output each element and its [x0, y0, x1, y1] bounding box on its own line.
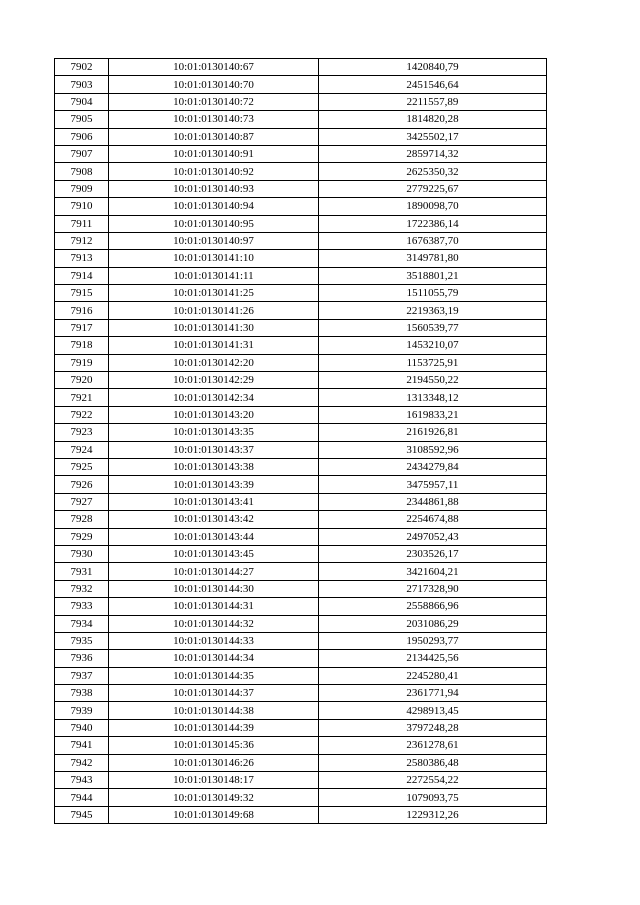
cadastral-number-cell: 10:01:0130149:32	[109, 789, 319, 806]
cadastral-number-cell: 10:01:0130143:41	[109, 493, 319, 510]
table-row	[55, 737, 547, 754]
row-number-cell: 7932	[55, 580, 109, 597]
table-row	[55, 372, 547, 389]
table-row	[55, 76, 547, 93]
cadastral-number-cell: 10:01:0130141:26	[109, 302, 319, 319]
cadastral-value-cell: 1722386,14	[319, 215, 547, 232]
cadastral-number-cell: 10:01:0130143:39	[109, 476, 319, 493]
row-number-cell: 7921	[55, 389, 109, 406]
row-number-cell: 7917	[55, 319, 109, 336]
table-row	[55, 337, 547, 354]
cadastral-value-cell: 2625350,32	[319, 163, 547, 180]
cadastral-number-cell: 10:01:0130140:97	[109, 232, 319, 249]
table-row	[55, 667, 547, 684]
table-row	[55, 789, 547, 806]
table-row	[55, 198, 547, 215]
cadastral-value-cell: 4298913,45	[319, 702, 547, 719]
row-number-cell: 7933	[55, 598, 109, 615]
table-row	[55, 719, 547, 736]
cadastral-number-cell: 10:01:0130144:30	[109, 580, 319, 597]
table-row	[55, 111, 547, 128]
row-number-cell: 7913	[55, 250, 109, 267]
table-row	[55, 685, 547, 702]
cadastral-number-cell: 10:01:0130140:67	[109, 59, 319, 76]
row-number-cell: 7944	[55, 789, 109, 806]
row-number-cell: 7937	[55, 667, 109, 684]
table-row	[55, 476, 547, 493]
cadastral-number-cell: 10:01:0130143:44	[109, 528, 319, 545]
cadastral-value-cell: 2161926,81	[319, 424, 547, 441]
row-number-cell: 7938	[55, 685, 109, 702]
table-row	[55, 406, 547, 423]
table-row	[55, 528, 547, 545]
cadastral-number-cell: 10:01:0130141:10	[109, 250, 319, 267]
row-number-cell: 7912	[55, 232, 109, 249]
table-row	[55, 93, 547, 110]
cadastral-number-cell: 10:01:0130140:72	[109, 93, 319, 110]
row-number-cell: 7930	[55, 545, 109, 562]
cadastral-number-cell: 10:01:0130145:36	[109, 737, 319, 754]
cadastral-number-cell: 10:01:0130144:27	[109, 563, 319, 580]
table-row	[55, 598, 547, 615]
row-number-cell: 7942	[55, 754, 109, 771]
cadastral-value-cell: 2558866,96	[319, 598, 547, 615]
cadastral-number-cell: 10:01:0130140:93	[109, 180, 319, 197]
cadastral-value-cell: 2344861,88	[319, 493, 547, 510]
table-row	[55, 285, 547, 302]
cadastral-value-cell: 3425502,17	[319, 128, 547, 145]
cadastral-number-cell: 10:01:0130143:42	[109, 511, 319, 528]
row-number-cell: 7906	[55, 128, 109, 145]
row-number-cell: 7905	[55, 111, 109, 128]
table-row	[55, 511, 547, 528]
cadastral-value-cell: 2361278,61	[319, 737, 547, 754]
cadastral-value-cell: 2497052,43	[319, 528, 547, 545]
cadastral-number-cell: 10:01:0130140:95	[109, 215, 319, 232]
cadastral-number-cell: 10:01:0130143:37	[109, 441, 319, 458]
cadastral-value-cell: 2031086,29	[319, 615, 547, 632]
cadastral-value-cell: 2134425,56	[319, 650, 547, 667]
cadastral-value-cell: 2245280,41	[319, 667, 547, 684]
cadastral-value-cell: 3149781,80	[319, 250, 547, 267]
row-number-cell: 7928	[55, 511, 109, 528]
cadastral-value-cell: 1313348,12	[319, 389, 547, 406]
table-row	[55, 424, 547, 441]
table-row	[55, 319, 547, 336]
cadastral-value-cell: 1890098,70	[319, 198, 547, 215]
cadastral-number-cell: 10:01:0130140:92	[109, 163, 319, 180]
cadastral-value-cell: 2717328,90	[319, 580, 547, 597]
cadastral-number-cell: 10:01:0130143:45	[109, 545, 319, 562]
row-number-cell: 7919	[55, 354, 109, 371]
cadastral-number-cell: 10:01:0130141:30	[109, 319, 319, 336]
cadastral-value-cell: 1153725,91	[319, 354, 547, 371]
table-row	[55, 632, 547, 649]
cadastral-number-cell: 10:01:0130148:17	[109, 772, 319, 789]
cadastral-number-cell: 10:01:0130144:34	[109, 650, 319, 667]
cadastral-value-cell: 3421604,21	[319, 563, 547, 580]
cadastral-number-cell: 10:01:0130142:29	[109, 372, 319, 389]
cadastral-number-cell: 10:01:0130143:20	[109, 406, 319, 423]
row-number-cell: 7934	[55, 615, 109, 632]
table-row	[55, 302, 547, 319]
cadastral-number-cell: 10:01:0130140:73	[109, 111, 319, 128]
row-number-cell: 7922	[55, 406, 109, 423]
row-number-cell: 7911	[55, 215, 109, 232]
row-number-cell: 7918	[55, 337, 109, 354]
table-row	[55, 563, 547, 580]
table-row	[55, 580, 547, 597]
cadastral-number-cell: 10:01:0130144:39	[109, 719, 319, 736]
cadastral-number-cell: 10:01:0130144:38	[109, 702, 319, 719]
row-number-cell: 7926	[55, 476, 109, 493]
cadastral-number-cell: 10:01:0130144:31	[109, 598, 319, 615]
cadastral-value-cell: 1814820,28	[319, 111, 547, 128]
row-number-cell: 7903	[55, 76, 109, 93]
cadastral-value-cell: 3475957,11	[319, 476, 547, 493]
row-number-cell: 7920	[55, 372, 109, 389]
cadastral-number-cell: 10:01:0130143:38	[109, 458, 319, 475]
row-number-cell: 7904	[55, 93, 109, 110]
table-row	[55, 441, 547, 458]
table-row	[55, 458, 547, 475]
table-row	[55, 145, 547, 162]
cadastral-number-cell: 10:01:0130140:70	[109, 76, 319, 93]
table-row	[55, 354, 547, 371]
table-row	[55, 650, 547, 667]
table-row	[55, 702, 547, 719]
cadastral-number-cell: 10:01:0130141:11	[109, 267, 319, 284]
cadastral-value-cell: 1420840,79	[319, 59, 547, 76]
row-number-cell: 7916	[55, 302, 109, 319]
cadastral-value-cell: 2859714,32	[319, 145, 547, 162]
row-number-cell: 7925	[55, 458, 109, 475]
cadastral-number-cell: 10:01:0130144:32	[109, 615, 319, 632]
cadastral-value-cell: 3108592,96	[319, 441, 547, 458]
table-row	[55, 250, 547, 267]
row-number-cell: 7908	[55, 163, 109, 180]
row-number-cell: 7923	[55, 424, 109, 441]
cadastral-value-cell: 2580386,48	[319, 754, 547, 771]
row-number-cell: 7914	[55, 267, 109, 284]
table-body	[55, 59, 547, 824]
cadastral-value-cell: 2272554,22	[319, 772, 547, 789]
cadastral-number-cell: 10:01:0130140:94	[109, 198, 319, 215]
cadastral-number-cell: 10:01:0130144:33	[109, 632, 319, 649]
cadastral-value-cell: 1511055,79	[319, 285, 547, 302]
row-number-cell: 7909	[55, 180, 109, 197]
row-number-cell: 7941	[55, 737, 109, 754]
row-number-cell: 7945	[55, 806, 109, 823]
cadastral-value-cell: 1560539,77	[319, 319, 547, 336]
row-number-cell: 7924	[55, 441, 109, 458]
row-number-cell: 7943	[55, 772, 109, 789]
cadastral-value-table	[54, 58, 547, 824]
table-row	[55, 267, 547, 284]
cadastral-value-cell: 2219363,19	[319, 302, 547, 319]
row-number-cell: 7931	[55, 563, 109, 580]
table-row	[55, 389, 547, 406]
table-row	[55, 180, 547, 197]
table-row	[55, 493, 547, 510]
cadastral-value-cell: 3518801,21	[319, 267, 547, 284]
cadastral-number-cell: 10:01:0130140:91	[109, 145, 319, 162]
table-row	[55, 59, 547, 76]
row-number-cell: 7927	[55, 493, 109, 510]
row-number-cell: 7936	[55, 650, 109, 667]
cadastral-number-cell: 10:01:0130141:31	[109, 337, 319, 354]
cadastral-value-cell: 1676387,70	[319, 232, 547, 249]
cadastral-number-cell: 10:01:0130143:35	[109, 424, 319, 441]
cadastral-number-cell: 10:01:0130144:35	[109, 667, 319, 684]
cadastral-value-cell: 3797248,28	[319, 719, 547, 736]
cadastral-value-cell: 2211557,89	[319, 93, 547, 110]
cadastral-value-cell: 2361771,94	[319, 685, 547, 702]
row-number-cell: 7940	[55, 719, 109, 736]
cadastral-value-cell: 2779225,67	[319, 180, 547, 197]
row-number-cell: 7939	[55, 702, 109, 719]
table-row	[55, 772, 547, 789]
cadastral-number-cell: 10:01:0130141:25	[109, 285, 319, 302]
cadastral-value-cell: 2451546,64	[319, 76, 547, 93]
table-row	[55, 128, 547, 145]
cadastral-value-cell: 2303526,17	[319, 545, 547, 562]
cadastral-value-cell: 1229312,26	[319, 806, 547, 823]
row-number-cell: 7935	[55, 632, 109, 649]
cadastral-value-cell: 1453210,07	[319, 337, 547, 354]
row-number-cell: 7929	[55, 528, 109, 545]
cadastral-number-cell: 10:01:0130146:26	[109, 754, 319, 771]
table-row	[55, 232, 547, 249]
table-row	[55, 163, 547, 180]
cadastral-value-cell: 2194550,22	[319, 372, 547, 389]
table-row	[55, 806, 547, 823]
cadastral-number-cell: 10:01:0130149:68	[109, 806, 319, 823]
table-row	[55, 615, 547, 632]
cadastral-value-cell: 2254674,88	[319, 511, 547, 528]
row-number-cell: 7902	[55, 59, 109, 76]
table-row	[55, 545, 547, 562]
cadastral-value-cell: 1619833,21	[319, 406, 547, 423]
cadastral-value-cell: 2434279,84	[319, 458, 547, 475]
row-number-cell: 7915	[55, 285, 109, 302]
cadastral-number-cell: 10:01:0130140:87	[109, 128, 319, 145]
row-number-cell: 7910	[55, 198, 109, 215]
cadastral-value-cell: 1950293,77	[319, 632, 547, 649]
table-row	[55, 754, 547, 771]
row-number-cell: 7907	[55, 145, 109, 162]
cadastral-number-cell: 10:01:0130144:37	[109, 685, 319, 702]
cadastral-number-cell: 10:01:0130142:34	[109, 389, 319, 406]
cadastral-value-cell: 1079093,75	[319, 789, 547, 806]
cadastral-number-cell: 10:01:0130142:20	[109, 354, 319, 371]
table-row	[55, 215, 547, 232]
